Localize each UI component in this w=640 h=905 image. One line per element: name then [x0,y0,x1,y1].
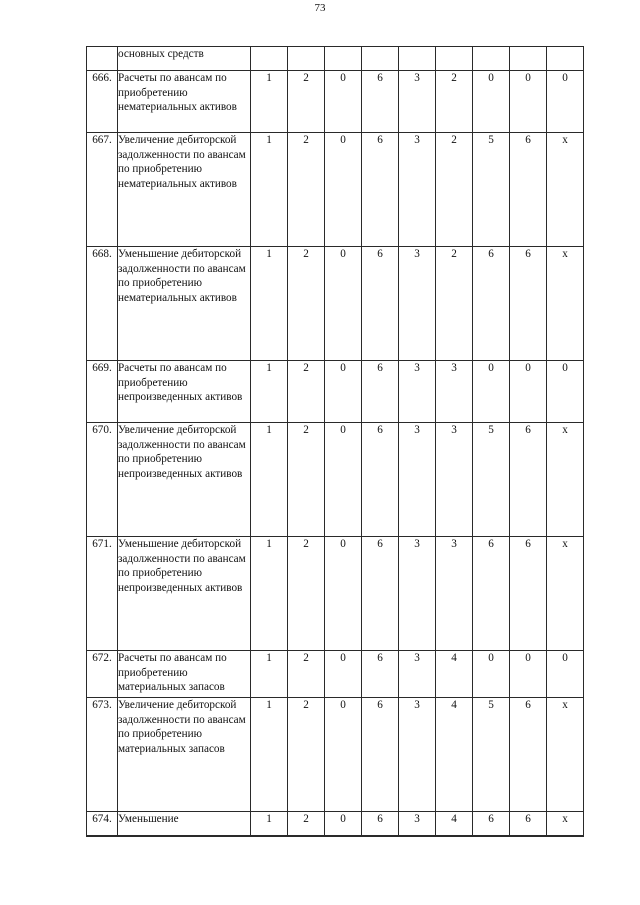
code-digit: 1 [251,423,288,537]
code-digit [547,47,584,71]
row-number: 674. [87,812,118,837]
row-number: 666. [87,71,118,133]
code-digit: 6 [362,423,399,537]
code-digit: 6 [473,247,510,361]
code-digit: 2 [288,71,325,133]
code-digit: 5 [473,423,510,537]
code-digit: 6 [510,133,547,247]
code-digit: 3 [399,423,436,537]
code-digit: 0 [325,361,362,423]
code-digit: 6 [362,361,399,423]
table-body [87,47,584,837]
code-digit: 6 [362,133,399,247]
code-digit: 0 [325,247,362,361]
code-digit: 6 [473,537,510,651]
code-digit: 6 [362,651,399,698]
account-name: Расчеты по авансам по приобретению материальных запасов [118,651,251,698]
account-name: Расчеты по авансам по приобретению нематериальных активов [118,71,251,133]
code-digit: 6 [510,698,547,812]
table-row [87,247,584,361]
code-digit: 6 [510,423,547,537]
code-digit: 0 [325,812,362,837]
code-digit: 4 [436,651,473,698]
table-row [87,537,584,651]
code-digit: 6 [473,812,510,837]
code-digit: x [547,537,584,651]
code-digit: x [547,423,584,537]
code-digit: 3 [399,698,436,812]
code-digit: 1 [251,133,288,247]
page-number: 73 [314,2,326,14]
code-digit: 0 [325,133,362,247]
code-digit: 0 [325,698,362,812]
code-digit: 6 [362,698,399,812]
table-row [87,133,584,247]
code-digit: 5 [473,698,510,812]
code-digit: 0 [325,423,362,537]
code-digit [288,47,325,71]
code-digit [251,47,288,71]
account-name: Расчеты по авансам по приобретению непроизведенных активов [118,361,251,423]
code-digit: 4 [436,698,473,812]
row-number: 673. [87,698,118,812]
code-digit: x [547,133,584,247]
code-digit: 1 [251,71,288,133]
code-digit: 6 [510,247,547,361]
code-digit: 0 [510,361,547,423]
row-number: 670. [87,423,118,537]
row-number: 667. [87,133,118,247]
code-digit: 0 [547,651,584,698]
account-name: Уменьшение [118,812,251,837]
code-digit: 6 [362,812,399,837]
table-row [87,47,584,71]
code-digit: 3 [399,812,436,837]
code-digit: 3 [399,361,436,423]
code-digit: 2 [436,247,473,361]
code-digit: 0 [473,361,510,423]
code-digit: 2 [288,361,325,423]
code-digit: 2 [436,133,473,247]
table-row [87,71,584,133]
code-digit: 3 [399,537,436,651]
table-row [87,812,584,837]
account-name: Уменьшение дебиторской задолженности по авансам по приобретению непроизведенных активов [118,537,251,651]
row-number [87,47,118,71]
code-digit: 1 [251,247,288,361]
code-digit [399,47,436,71]
code-digit: 6 [362,537,399,651]
account-name: Уменьшение дебиторской задолженности по авансам по приобретению нематериальных активов [118,247,251,361]
code-digit: 0 [473,651,510,698]
code-digit [473,47,510,71]
code-digit: 3 [399,71,436,133]
account-name: Увеличение дебиторской задолженности по авансам по приобретению материальных запасов [118,698,251,812]
code-digit: 0 [547,71,584,133]
code-digit: 0 [547,361,584,423]
code-digit: 3 [399,651,436,698]
code-digit: 2 [288,133,325,247]
code-digit: 3 [436,537,473,651]
row-number: 669. [87,361,118,423]
code-digit: 0 [473,71,510,133]
code-digit: 0 [325,537,362,651]
code-digit: 2 [288,537,325,651]
code-digit: 5 [473,133,510,247]
code-digit: 0 [325,71,362,133]
account-name: Увеличение дебиторской задолженности по авансам по приобретению непроизведенных активов [118,423,251,537]
code-digit: 3 [399,133,436,247]
code-digit: 3 [399,247,436,361]
code-digit: 6 [362,247,399,361]
table-row [87,651,584,698]
row-number: 671. [87,537,118,651]
code-digit: x [547,812,584,837]
code-digit: 2 [288,698,325,812]
code-digit: 2 [288,423,325,537]
code-digit: 6 [510,537,547,651]
code-digit [325,47,362,71]
code-digit: 4 [436,812,473,837]
code-digit: 3 [436,361,473,423]
code-digit [510,47,547,71]
table-row [87,698,584,812]
code-digit: x [547,247,584,361]
row-number: 668. [87,247,118,361]
table-row [87,423,584,537]
code-digit: 1 [251,361,288,423]
code-digit: 3 [436,423,473,537]
code-digit: 2 [288,247,325,361]
code-digit: 2 [288,651,325,698]
code-digit: 1 [251,651,288,698]
code-digit: 2 [288,812,325,837]
code-digit: 1 [251,698,288,812]
code-digit: 6 [510,812,547,837]
code-digit [362,47,399,71]
code-digit: 1 [251,537,288,651]
row-number: 672. [87,651,118,698]
code-digit: x [547,698,584,812]
code-digit: 0 [325,651,362,698]
code-digit [436,47,473,71]
account-name: Увеличение дебиторской задолженности по авансам по приобретению нематериальных активов [118,133,251,247]
account-codes-table [86,46,584,837]
code-digit: 2 [436,71,473,133]
code-digit: 0 [510,651,547,698]
table-row [87,361,584,423]
code-digit: 1 [251,812,288,837]
code-digit: 0 [510,71,547,133]
code-digit: 6 [362,71,399,133]
account-name: основных средств [118,47,251,71]
